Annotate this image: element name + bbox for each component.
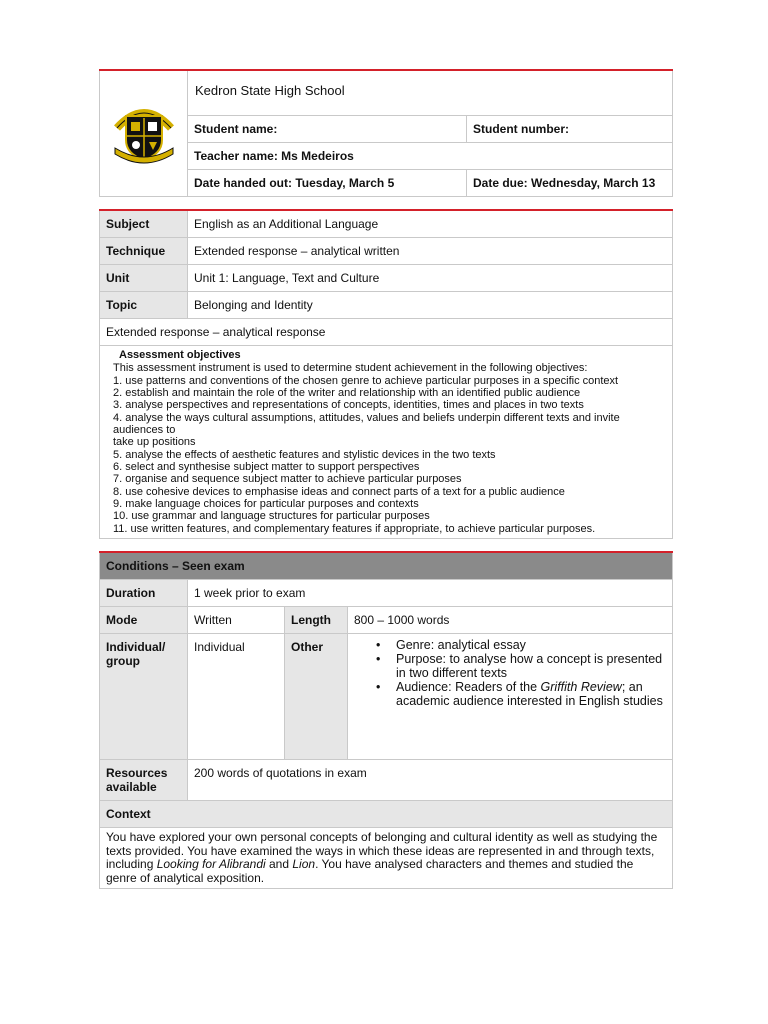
objective-item: 10. use grammar and language structures for particular purposes <box>113 510 430 523</box>
objective-item: 7. organise and sequence subject matter to achieve particular purposes <box>113 473 462 486</box>
objective-item: 4. analyse the ways cultural assumptions, attitudes, values and beliefs underpin different texts and invite audiences to <box>113 411 620 437</box>
date-handed-out: Date handed out: Tuesday, March 5 <box>188 169 467 196</box>
conditions-heading: Conditions – Seen exam <box>100 552 673 580</box>
objective-item: 6. select and synthesise subject matter to support perspectives <box>113 461 420 474</box>
context-label: Context <box>100 801 673 828</box>
logo-cell <box>100 70 188 196</box>
context-title: Lion <box>292 857 316 871</box>
technique-value: Extended response – analytical written <box>188 238 673 265</box>
individual-group-value: Individual <box>188 634 285 760</box>
objective-item: 5. analyse the effects of aesthetic features and stylistic devices in the two texts <box>113 448 496 461</box>
context-part: and <box>265 857 293 871</box>
topic-value: Belonging and Identity <box>188 292 673 319</box>
student-number-field: Student number: <box>467 115 673 142</box>
resources-label: Resources available <box>100 760 188 801</box>
response-type: Extended response – analytical response <box>100 319 673 346</box>
school-crest-icon <box>109 100 179 164</box>
objective-item: 11. use written features, and complementary features if appropriate, to achieve particular purposes. <box>113 522 596 535</box>
length-value: 800 – 1000 words <box>348 607 673 634</box>
context-part: . You have analysed characters and themes and studied the genre of analytical exposition. <box>106 857 634 885</box>
school-name: Kedron State High School <box>188 70 673 115</box>
objective-item: 1. use patterns and conventions of the chosen genre to achieve particular purposes in a specific context <box>113 374 619 387</box>
objectives-intro: This assessment instrument is used to determine student achievement in the following objectives: <box>113 362 588 375</box>
student-name-field: Student name: <box>188 115 467 142</box>
unit-label: Unit <box>100 265 188 292</box>
date-due: Date due: Wednesday, March 13 <box>467 169 673 196</box>
genre-item: • Genre: analytical essay <box>376 638 666 652</box>
objective-item: 2. establish and maintain the role of the writer and relationship with an identified public audience <box>113 387 581 400</box>
audience-publication-title: Griffith Review <box>540 680 622 694</box>
context-text <box>100 828 673 889</box>
context-title: Looking for Alibrandi <box>156 857 266 871</box>
conditions-table <box>99 551 673 889</box>
audience-item <box>376 680 666 708</box>
objective-item: 8. use cohesive devices to emphasise ideas and connect parts of a text for a public audience <box>113 485 565 498</box>
resources-value: 200 words of quotations in exam <box>188 760 673 801</box>
assessment-info-table <box>99 209 673 539</box>
audience-text-end: ; an academic audience interested in English studies <box>396 680 663 708</box>
objective-item: 3. analyse perspectives and representations of concepts, identities, times and places in two texts <box>113 399 584 412</box>
teacher-name-field: Teacher name: Ms Medeiros <box>188 142 673 169</box>
duration-label: Duration <box>100 580 188 607</box>
assessment-objectives <box>100 346 673 539</box>
duration-value: 1 week prior to exam <box>188 580 673 607</box>
mode-label: Mode <box>100 607 188 634</box>
audience-text: Audience: Readers of the <box>396 680 541 694</box>
objectives-heading: Assessment objectives <box>119 349 241 361</box>
header-table <box>99 69 673 197</box>
subject-value: English as an Additional Language <box>188 210 673 238</box>
topic-label: Topic <box>100 292 188 319</box>
other-label: Other <box>285 634 348 760</box>
objective-item: take up positions <box>113 436 196 449</box>
individual-group-label: Individual/ group <box>100 634 188 760</box>
context-part: You have explored your own personal concepts of belonging and cultural identity as well as studying the texts provided. You have examined the ways in which these ideas are represented in and through texts, including <box>106 830 658 871</box>
purpose-item: • Purpose: to analyse how a concept is presented in two different texts <box>376 652 666 680</box>
subject-label: Subject <box>100 210 188 238</box>
other-details <box>348 634 673 760</box>
unit-value: Unit 1: Language, Text and Culture <box>188 265 673 292</box>
mode-value: Written <box>188 607 285 634</box>
technique-label: Technique <box>100 238 188 265</box>
objective-item: 9. make language choices for particular purposes and contexts <box>113 498 419 511</box>
length-label: Length <box>285 607 348 634</box>
